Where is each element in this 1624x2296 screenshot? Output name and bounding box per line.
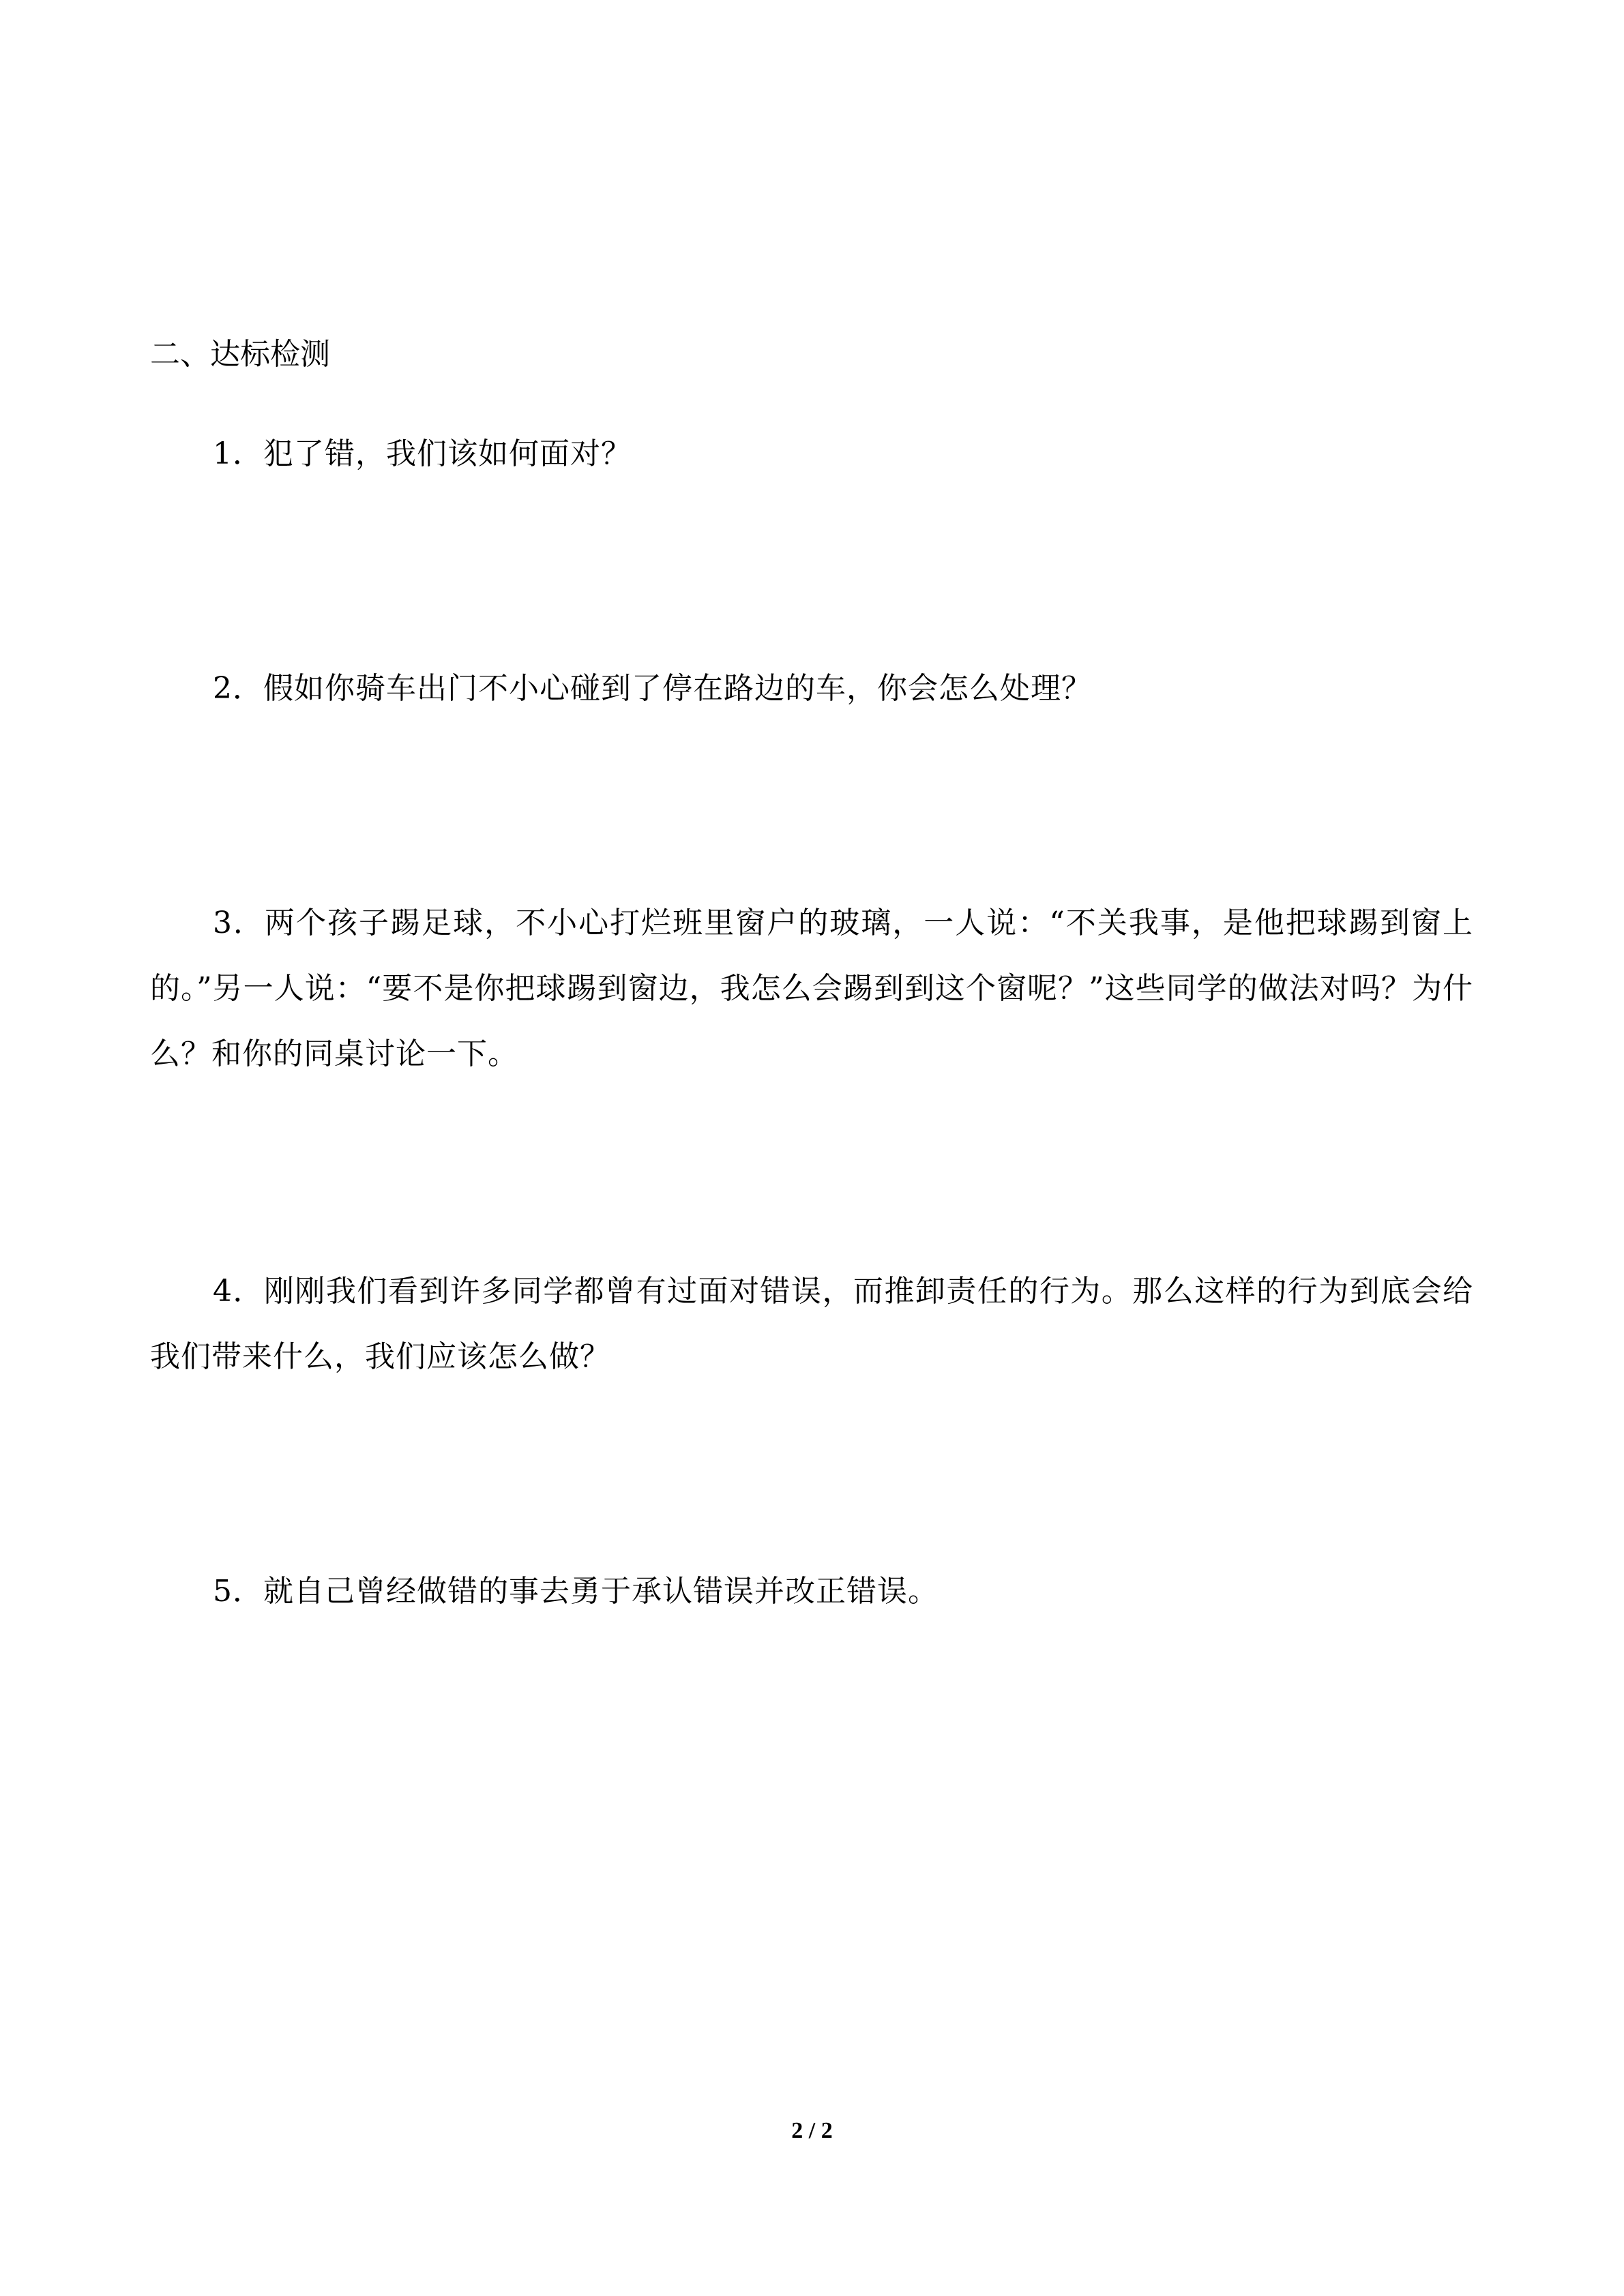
- question-2: 2．假如你骑车出门不小心碰到了停在路边的车，你会怎么处理？: [213, 671, 1092, 706]
- question-3: 3．两个孩子踢足球，不小心打烂班里窗户的玻璃，一人说：“不关我事，是他把球踢到窗上的。”另一人说：“要不是你把球踢到窗边，我怎么会踢到到这个窗呢？”这些同学的做法对吗？为什么？和你的同桌讨论一下。: [150, 906, 1473, 1071]
- page-number: 2 / 2: [791, 2118, 833, 2143]
- question-1: 1．犯了错，我们该如何面对？: [213, 436, 632, 471]
- section-heading: 二、达标检测: [150, 337, 330, 372]
- question-4: 4．刚刚我们看到许多同学都曾有过面对错误，而推卸责任的行为。那么这样的行为到底会给我们带来什么，我们应该怎么做？: [150, 1274, 1473, 1374]
- question-5: 5．就自己曾经做错的事去勇于承认错误并改正错误。: [213, 1574, 939, 1609]
